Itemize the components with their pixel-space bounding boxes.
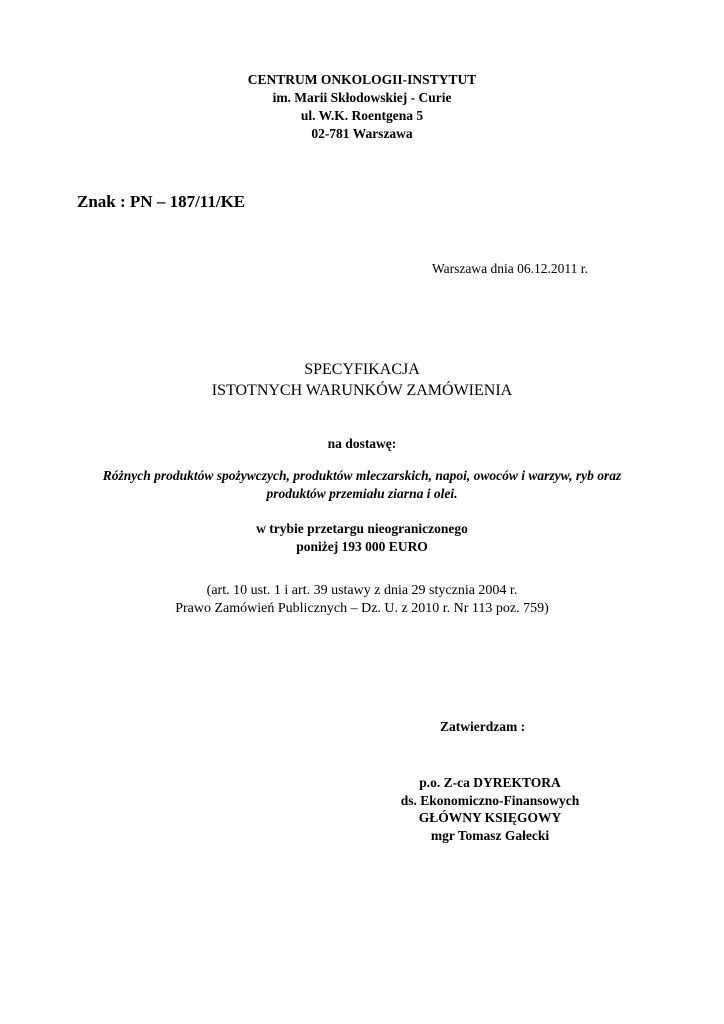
approval-label: Zatwierdzam : bbox=[440, 719, 526, 734]
institution-patron: im. Marii Skłodowskiej - Curie bbox=[272, 90, 452, 105]
signatory-department: ds. Ekonomiczno-Finansowych bbox=[400, 793, 580, 808]
signatory-role: GŁÓWNY KSIĘGOWY bbox=[418, 810, 562, 825]
document-date: Warszawa dnia 06.12.2011 r. bbox=[432, 261, 588, 276]
signatory-position: p.o. Z-ca DYREKTORA bbox=[419, 775, 561, 790]
institution-street: ul. W.K. Roentgena 5 bbox=[300, 108, 424, 123]
document-title-line-1: SPECYFIKACJA bbox=[304, 361, 420, 378]
institution-name: CENTRUM ONKOLOGII-INSTYTUT bbox=[247, 72, 477, 87]
reference-number: Znak : PN – 187/11/KE bbox=[77, 192, 246, 211]
subtitle: na dostawę: bbox=[327, 436, 397, 451]
legal-basis-line-1: (art. 10 ust. 1 i art. 39 ustawy z dnia 29 stycznia 2004 r. bbox=[206, 583, 518, 598]
document-title-line-2: ISTOTNYCH WARUNKÓW ZAMÓWIENIA bbox=[211, 382, 513, 399]
signatory-name: mgr Tomasz Gałecki bbox=[430, 828, 550, 843]
procedure-line-2: poniżej 193 000 EURO bbox=[296, 539, 428, 554]
institution-city: 02-781 Warszawa bbox=[311, 126, 413, 141]
subject-line-2: produktów przemiału ziarna i olei. bbox=[266, 486, 458, 501]
legal-basis-line-2: Prawo Zamówień Publicznych – Dz. U. z 2010 r. Nr 113 poz. 759) bbox=[175, 601, 549, 616]
subject-line-1: Różnych produktów spożywczych, produktów mleczarskich, napoi, owoców i warzyw, ryb oraz bbox=[102, 468, 622, 483]
procedure-line-1: w trybie przetargu nieograniczonego bbox=[256, 521, 468, 536]
